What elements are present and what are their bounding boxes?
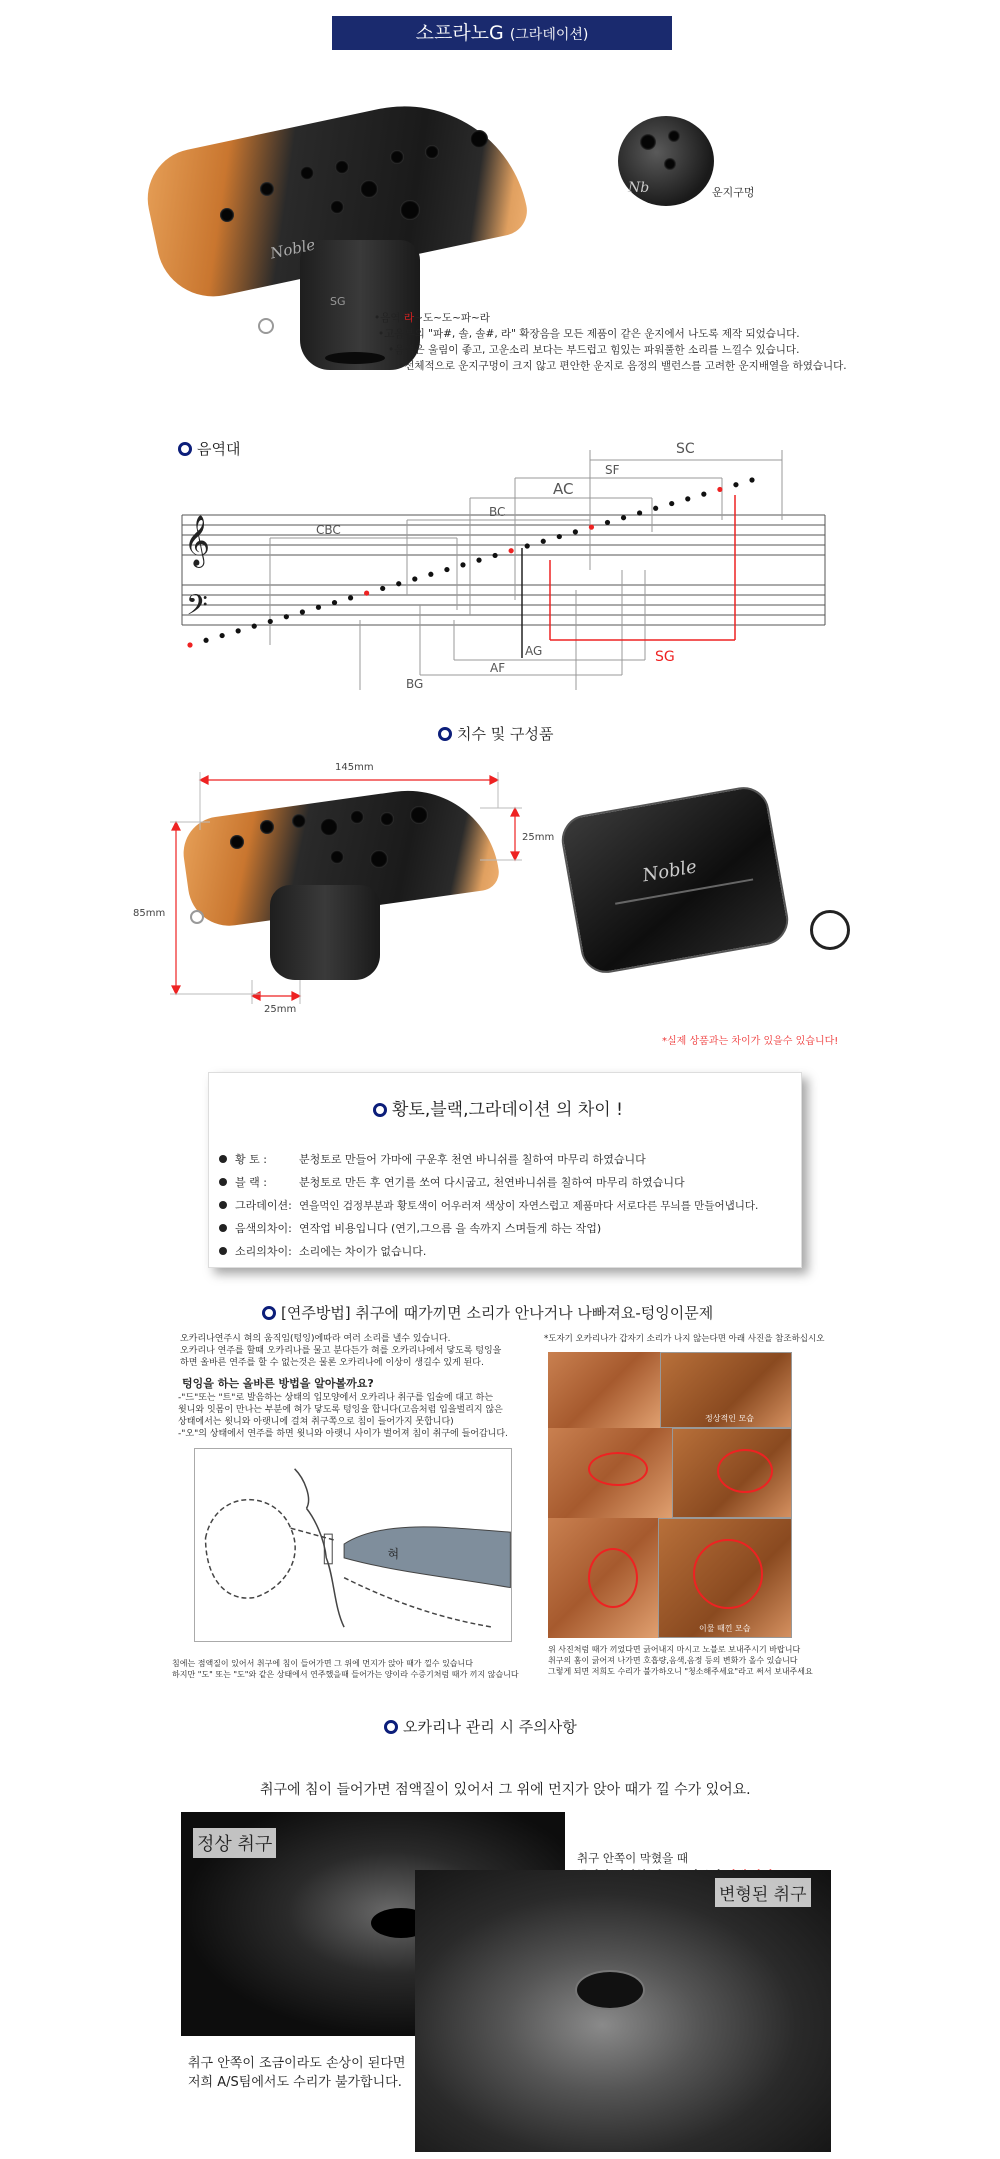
note-dot [541, 539, 546, 544]
note-dot [717, 487, 722, 492]
diff-heading: 황토,블랙,그라데이션 의 차이 ! [373, 1095, 623, 1120]
range-label-sf: SF [605, 463, 620, 477]
title-main: 소프라노G [415, 22, 504, 44]
carry-case-image [558, 783, 793, 977]
hole-label: 운지구멍 [712, 186, 755, 199]
material-difference-box [208, 1072, 802, 1268]
play-method: -"드"또는 "트"로 발음하는 상태의 입모양에서 오카리나 취구를 입술에 대고 하는 윗니와 잇몸이 만나는 부분에 혀가 닿도록 텅잉을 합니다(고음처럼 입을벌리지 않은 상태에서는 윗니와 아랫니에 걸쳐 취구쪽으로 침이 들어가지 못합니다) -"오"의 상태에서 연주를 하면 윗니와 아랫니 사이가 벌어져 침이 취구에 들어갑니다. [178, 1393, 508, 1439]
note-dot [236, 628, 241, 633]
play-intro: 오카리나연주시 혀의 움직임(텅잉)에따라 여러 소리를 낼수 있습니다. 오카리나 연주를 할때 오카리나를 물고 분다든가 혀를 오카리나에서 닿도록 텅잉을 하면 올바른 연주를 할 수 없는것은 물론 오카리나에 이상이 생길수 있게 된다. [180, 1334, 502, 1368]
dim-mouth-label: 25mm [264, 1004, 297, 1015]
note-dot [557, 534, 562, 539]
note-dot [364, 591, 369, 596]
range-label-bc: BC [489, 505, 506, 519]
care-heading: 오카리나 관리 시 주의사항 [384, 1716, 577, 1737]
svg-text:𝄢: 𝄢 [186, 589, 208, 629]
range-heading: 음역대 [178, 438, 240, 459]
note-dot [701, 492, 706, 497]
warning-text: 취구 안쪽이 막혔을 때 [577, 1851, 688, 1865]
play-heading: [연주방법] 취구에 때가끼면 소리가 안나거나 나빠져요-텅잉이문제 [262, 1302, 713, 1323]
note-dot [589, 525, 594, 530]
case-brand-logo: Noble [640, 856, 699, 887]
disclaimer-note: *실제 상품과는 차이가 있을수 있습니다! [662, 1036, 839, 1047]
range-label-af: AF [490, 661, 506, 675]
note-dot [268, 619, 273, 624]
photo-bottom-text: 위 사진처럼 때가 끼었다면 긁어내지 마시고 노블로 보내주시기 바랍니다 취구의 홈이 긁어져 나가면 호흡량,음색,음정 등의 변화가 올수 있습니다 그렇게 되면 저희도 수리가 불가하오니 "청소해주세요"라고 써서 보내주세요 [548, 1645, 813, 1676]
note-dot [252, 624, 257, 629]
note-dot [220, 633, 225, 638]
range-staff-diagram [170, 420, 850, 690]
care-lead: 취구에 침이 들어가면 점액질이 있어서 그 위에 먼지가 앉아 때가 낄 수가 있어요. [260, 1782, 751, 1798]
feature-item: •음색은 울림이 좋고, 고운소리 보다는 부드럽고 힘있는 파워풀한 소리를 느낄수 있습니다. [388, 344, 800, 356]
photo-mouthpiece-1 [548, 1352, 660, 1428]
range-label-bg: BG [406, 677, 424, 690]
note-dot [605, 520, 610, 525]
page-title-banner [332, 16, 672, 50]
range-label-sc: SC [676, 441, 695, 457]
note-dot [332, 600, 337, 605]
feature-item: •음역:라~도~도~파~라 [374, 312, 490, 324]
note-dot [669, 501, 674, 506]
note-dot [685, 496, 690, 501]
range-label-cbc: CBC [316, 523, 341, 537]
note-dot [316, 605, 321, 610]
hole-closeup-image: Nb [618, 116, 714, 206]
note-dot [637, 510, 642, 515]
photo-mouthpiece-4 [672, 1428, 792, 1518]
hero-brand-logo: Noble [268, 235, 317, 263]
ring-icon [384, 1720, 398, 1734]
range-label-sg: SG [655, 649, 675, 665]
dims-heading: 치수 및 구성품 [438, 723, 553, 744]
photo-caption-normal: 정상적인 모습 [705, 1414, 754, 1423]
note-dot [348, 595, 353, 600]
play-subhead: 텅잉을 하는 올바른 방법을 알아볼까요? [182, 1377, 374, 1390]
note-dot [380, 586, 385, 591]
range-label-ag: AG [525, 644, 543, 658]
tongue-label: 혀 [387, 1546, 400, 1561]
note-dot [653, 506, 658, 511]
title-sub: (그라데이션) [509, 27, 589, 43]
dim-width-label: 145mm [335, 762, 374, 773]
dims-lines [150, 760, 530, 1020]
photo-note: *도자기 오카리나가 갑자기 소리가 나지 않는다면 아래 사진을 참조하십시오 [544, 1334, 825, 1344]
play-bottom-text: 침에는 점액질이 있어서 취구에 침이 들어가면 그 위에 먼지가 앉아 때가 낄수 있습니다 하지만 "도" 또는 "도"와 같은 상태에서 연주했을때 들어가는 양이라 수증기처럼 때가 끼지 않습니다 [172, 1659, 519, 1679]
note-dot [492, 553, 497, 558]
note-dot [621, 515, 626, 520]
note-dot [284, 614, 289, 619]
note-dot [300, 609, 305, 614]
note-dot [749, 477, 754, 482]
feature-list [374, 310, 894, 374]
note-dot [396, 581, 401, 586]
photo-caption-dirty: 이물 때낀 모습 [699, 1624, 751, 1633]
note-dot [444, 567, 449, 572]
note-dot [187, 642, 192, 647]
photo-mouthpiece-3 [548, 1428, 672, 1518]
tongue-diagram [194, 1448, 512, 1642]
normal-label: 정상 취구 [193, 1828, 276, 1858]
note-dot [476, 558, 481, 563]
range-label-ac: AC [553, 480, 574, 498]
neck-strap-image [810, 910, 850, 950]
deformed-mouthpiece-photo [415, 1870, 831, 2152]
deformed-label: 변형된 취구 [715, 1878, 811, 1907]
note-dot [509, 548, 514, 553]
ring-icon [373, 1103, 387, 1117]
dim-height-label: 85mm [133, 908, 166, 919]
svg-text:𝄞: 𝄞 [184, 515, 211, 566]
ring-icon [262, 1306, 276, 1320]
note-dot [428, 572, 433, 577]
photo-mouthpiece-2 [660, 1352, 792, 1428]
note-dot [525, 543, 530, 548]
hero-model-mark: SG [330, 295, 346, 308]
feature-item: •전체적으로 운지구멍이 크지 않고 편안한 운지로 음정의 밸런스를 고려한 운지배열을 하였습니다. [398, 360, 847, 372]
note-dot [460, 562, 465, 567]
photo-mouthpiece-5 [548, 1518, 658, 1638]
ring-icon [438, 727, 452, 741]
note-dot [412, 576, 417, 581]
diff-row: 소리의차이: 소리에는 차이가 없습니다. [219, 1243, 426, 1259]
note-dot [203, 638, 208, 643]
dim-tail-label: 25mm [522, 832, 555, 843]
care-bottom-text: 취구 안쪽이 조금이라도 손상이 된다면 저희 A/S팀에서도 수리가 불가합니다. [184, 2052, 409, 2094]
diff-row: 그라데이션: 연을먹인 검정부분과 황토색이 어우러져 색상이 자연스럽고 제품마다 서로다른 무늬를 만들어냅니다. [219, 1197, 758, 1213]
diff-row: 블 랙 : 분청토로 만든 후 연기를 쏘여 다시굽고, 천연바니쉬를 칠하여 마무리 하였습니다 [219, 1174, 685, 1190]
feature-item: •고음부의 "파#, 솔, 솔#, 라" 확장음을 모든 제품이 같은 운지에서 나도록 제작 되었습니다. [378, 328, 800, 340]
photo-mouthpiece-6 [658, 1518, 792, 1638]
note-dot [733, 482, 738, 487]
diff-row: 황 토 : 분청토로 만들어 가마에 구운후 천연 바니쉬를 칠하여 마무리 하였습니다 [219, 1151, 646, 1167]
diff-row: 음색의차이: 연작업 비용입니다 (연기,그으름 을 속까지 스며들게 하는 작업) [219, 1220, 601, 1236]
note-dot [573, 529, 578, 534]
